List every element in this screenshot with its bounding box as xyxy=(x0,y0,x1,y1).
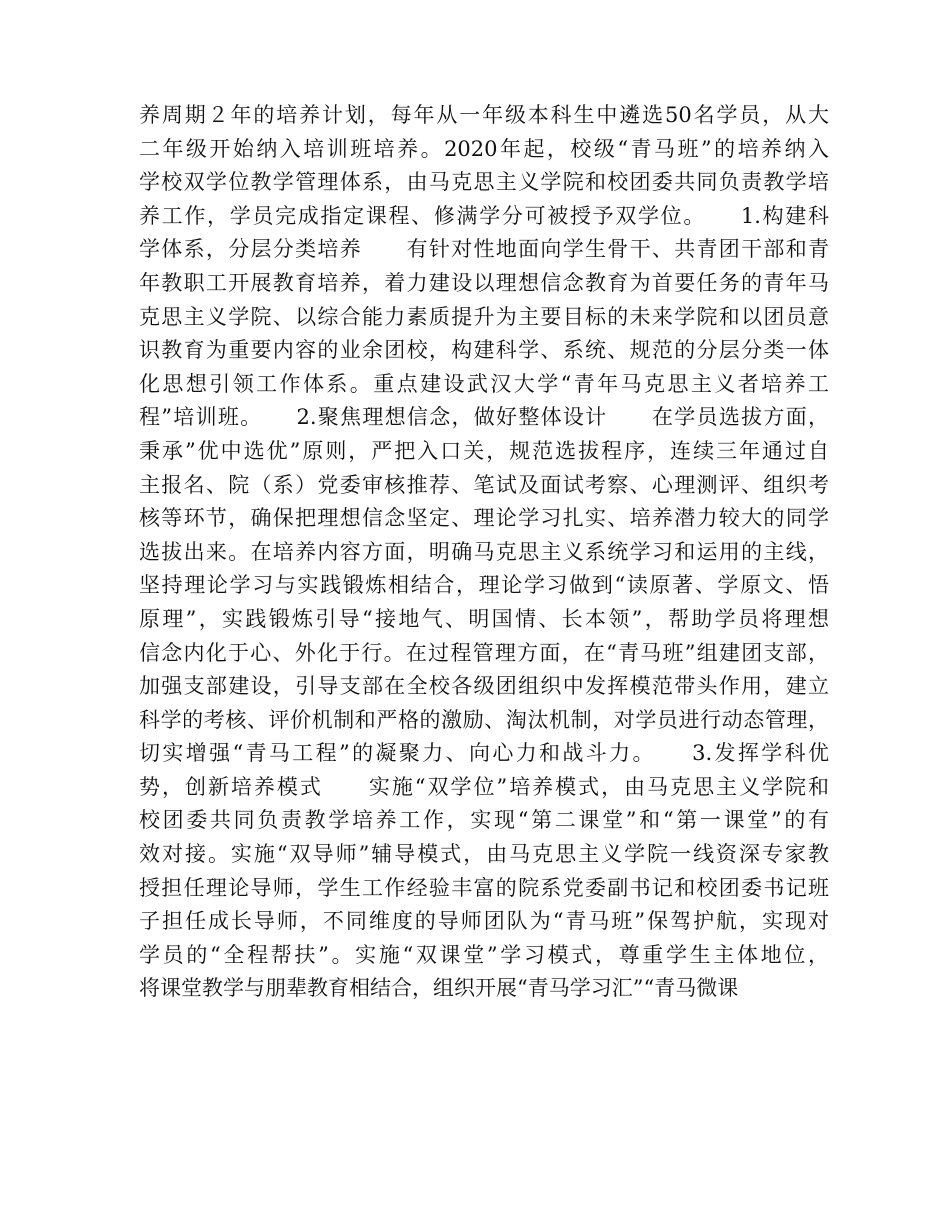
text-line: 养周期２年的培养计划，每年从一年级本科生中遴选50名学员，从大 xyxy=(139,103,829,127)
body-text xyxy=(139,99,829,1006)
text-line: 核等环节，确保把理想信念坚定、理论学习扎实、培养潜力较大的同学 xyxy=(139,506,829,531)
text-line: 子担任成长导师，不同维度的导师团队为“青马班”保驾护航，实现对 xyxy=(139,909,829,934)
text-line: 识教育为重要内容的业余团校，构建科学、系统、规范的分层分类一体 xyxy=(139,338,829,363)
text-line: 信念内化于心、外化于行。在过程管理方面，在“青马班”组建团支部， xyxy=(139,640,829,665)
text-line: 切实增强“青马工程”的凝聚力、向心力和战斗力。 3.发挥学科优 xyxy=(139,741,829,766)
text-line: 势，创新培养模式 实施“双学位”培养模式，由马克思主义学院和 xyxy=(139,774,829,799)
text-line: 坚持理论学习与实践锻炼相结合，理论学习做到“读原著、学原文、悟 xyxy=(139,573,829,598)
text-line: 秉承”优中选优”原则，严把入口关，规范选拔程序，连续三年通过自 xyxy=(139,438,829,463)
text-line: 选拔出来。在培养内容方面，明确马克思主义系统学习和运用的主线， xyxy=(139,539,829,564)
text-line: 学校双学位教学管理体系，由马克思主义学院和校团委共同负责教学培 xyxy=(139,170,829,195)
text-line: 养工作，学员完成指定课程、修满学分可被授予双学位。 1.构建科 xyxy=(139,203,829,228)
text-line: 效对接。实施“双导师”辅导模式，由马克思主义学院一线资深专家教 xyxy=(139,842,829,867)
text-line: 授担任理论导师，学生工作经验丰富的院系党委副书记和校团委书记班 xyxy=(139,875,829,900)
text-line: 将课堂教学与朋辈教育相结合，组织开展“青马学习汇”“青马微课 xyxy=(139,976,739,1001)
text-line: 校团委共同负责教学培养工作，实现“第二课堂”和“第一课堂”的有 xyxy=(139,808,829,833)
text-line: 二年级开始纳入培训班培养。2020年起，校级“青马班”的培养纳入 xyxy=(139,136,829,161)
text-line: 学体系，分层分类培养 有针对性地面向学生骨干、共青团干部和青 xyxy=(139,237,829,262)
text-line: 化思想引领工作体系。重点建设武汉大学“青年马克思主义者培养工 xyxy=(139,371,829,396)
text-line: 学员的“全程帮扶”。实施“双课堂”学习模式，尊重学生主体地位， xyxy=(139,942,829,967)
text-line: 克思主义学院、以综合能力素质提升为主要目标的未来学院和以团员意 xyxy=(139,304,829,329)
text-line: 加强支部建设，引导支部在全校各级团组织中发挥模范带头作用，建立 xyxy=(139,674,829,699)
text-line: 原理”，实践锻炼引导“接地气、明国情、长本领”，帮助学员将理想 xyxy=(139,606,829,631)
text-line: 程”培训班。 2.聚焦理想信念，做好整体设计 在学员选拔方面， xyxy=(139,405,829,430)
text-line: 主报名、院（系）党委审核推荐、笔试及面试考察、心理测评、组织考 xyxy=(139,472,829,497)
text-line: 年教职工开展教育培养，着力建设以理想信念教育为首要任务的青年马 xyxy=(139,270,829,295)
text-line: 科学的考核、评价机制和严格的激励、淘汰机制，对学员进行动态管理， xyxy=(139,707,829,732)
